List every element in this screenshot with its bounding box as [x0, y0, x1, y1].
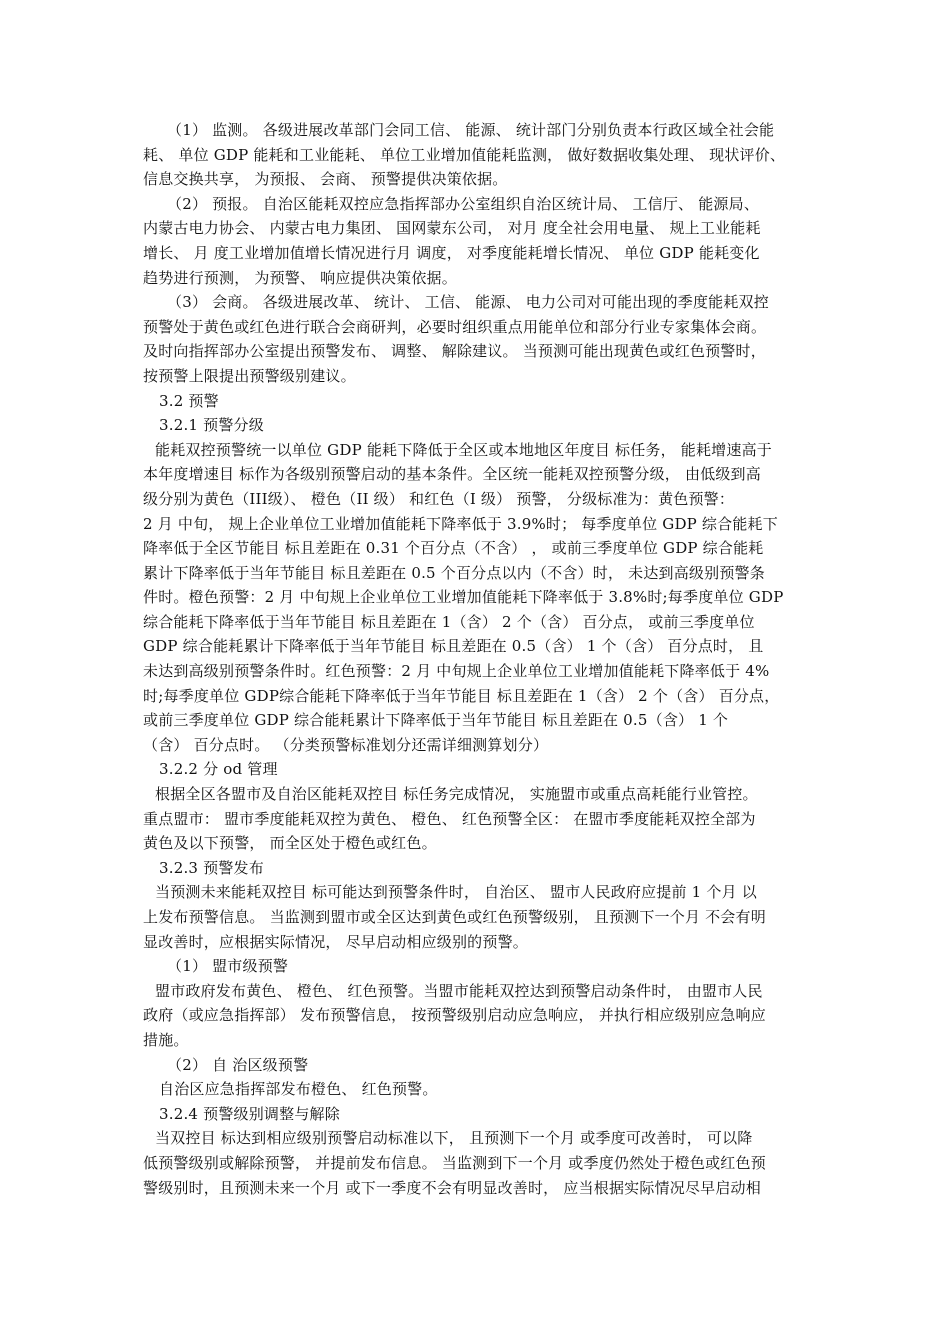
text-line: 累计下降率低于当年节能目 标且差距在 0.5 个百分点以内（不含）时， 未达到高级别预警条: [143, 563, 765, 582]
text-line: 按预警上限提出预警级别建议。: [143, 366, 356, 385]
text-line: 当双控目 标达到相应级别预警启动标准以下， 且预测下一个月 或季度可改善时， 可以降: [155, 1129, 753, 1148]
text-line: （1） 监测。 各级进展改革部门会同工信、 能源、 统计部门分别负责本行政区域全社会能: [167, 121, 775, 139]
text-line: 综合能耗下降率低于当年节能目 标且差距在 1（含） 2 个（含） 百分点， 或前三季度单位: [143, 612, 755, 631]
text-line: 当预测未来能耗双控目 标可能达到预警条件时， 自治区、 盟市人民政府应提前 1 个月 以: [155, 883, 757, 902]
document-page: [143, 118, 813, 1200]
text-line: （3） 会商。 各级进展改革、 统计、 工信、 能源、 电力公司对可能出现的季度能耗双控: [167, 293, 769, 312]
text-line: 增长、 月 度工业增加值增长情况进行月 调度， 对季度能耗增长情况、 单位 GDP 能耗变化: [143, 243, 760, 262]
text-line: （1） 盟市级预警: [167, 957, 289, 976]
text-line: 盟市政府发布黄色、 橙色、 红色预警。当盟市能耗双控达到预警启动条件时， 由盟市人民: [155, 981, 763, 1000]
text-line: 或前三季度单位 GDP 综合能耗累计下降率低于当年节能目 标且差距在 0.5（含） 1 个: [143, 711, 729, 730]
text-line: 本年度增速目 标作为各级别预警启动的基本条件。全区统一能耗双控预警分级， 由低级到高: [143, 465, 761, 484]
text-line: 预警处于黄色或红色进行联合会商研判，必要时组织重点用能单位和部分行业专家集体会商。: [143, 317, 767, 336]
text-line: 3.2.1 预警分级: [159, 416, 264, 435]
text-line: 3.2.2 分 od 管理: [159, 760, 278, 779]
text-line: 上发布预警信息。 当监测到盟市或全区达到黄色或红色预警级别， 且预测下一个月 不会有明: [143, 908, 766, 926]
text-line: 黄色及以下预警， 而全区处于橙色或红色。: [143, 834, 437, 853]
text-line: 信息交换共享， 为预报、 会商、 预警提供决策依据。: [143, 170, 508, 189]
text-line: 根据全区各盟市及自治区能耗双控目 标任务完成情况， 实施盟市或重点高耗能行业管控。: [155, 785, 758, 804]
text-line: 3.2.3 预警发布: [159, 858, 264, 877]
text-line: 件时。橙色预警：2 月 中旬规上企业单位工业增加值能耗下降率低于 3.8%时;每季度单位 GDP: [143, 588, 784, 607]
text-line: 自治区应急指挥部发布橙色、 红色预警。: [159, 1080, 438, 1099]
text-line: 政府（或应急指挥部） 发布预警信息， 按预警级别启动应急响应， 并执行相应级别应急响应: [143, 1006, 766, 1025]
text-line: 2 月 中旬， 规上企业单位工业增加值能耗下降率低于 3.9%时； 每季度单位 GDP 综合能耗下: [143, 514, 778, 533]
text-line: 重点盟市： 盟市季度能耗双控为黄色、 橙色、 红色预警全区： 在盟市季度能耗双控全部为: [143, 809, 756, 828]
text-line: （2） 自 治区级预警: [167, 1055, 309, 1074]
text-line: GDP 综合能耗累计下降率低于当年节能目 标且差距在 0.5（含） 1 个（含） 百分点时， 且: [143, 637, 764, 656]
text-line: 趋势进行预测， 为预警、 响应提供决策依据。: [143, 268, 457, 287]
text-line: 时;每季度单位 GDP综合能耗下降率低于当年节能目 标且差距在 1（含） 2 个（含） 百分点，: [143, 686, 780, 705]
text-line: （2） 预报。 自治区能耗双控应急指挥部办公室组织自治区统计局、 工信厅、 能源局、: [167, 194, 760, 213]
text-line: 及时向指挥部办公室提出预警发布、 调整、 解除建议。 当预测可能出现黄色或红色预警时，: [143, 342, 766, 361]
text-line: 显改善时，应根据实际情况， 尽早启动相应级别的预警。: [143, 932, 528, 951]
text-line: 内蒙古电力协会、 内蒙古电力集团、 国网蒙东公司， 对月 度全社会用电量、 规上工业能耗: [143, 219, 761, 238]
text-line: 3.2.4 预警级别调整与解除: [159, 1104, 340, 1123]
text-line: 低预警级别或解除预警， 并提前发布信息。 当监测到下一个月 或季度仍然处于橙色或红色预: [143, 1153, 766, 1172]
text-line: 降率低于全区节能目 标且差距在 0.31 个百分点（不含） ， 或前三季度单位 GDP 综合能耗: [143, 539, 764, 558]
text-line: 警级别时，且预测未来一个月 或下一季度不会有明显改善时， 应当根据实际情况尽早启动相: [143, 1178, 761, 1197]
text-line: 耗、 单位 GDP 能耗和工业能耗、 单位工业增加值能耗监测， 做好数据收集处理、 现状评价、: [143, 145, 786, 164]
text-line: 未达到高级别预警条件时。红色预警：2 月 中旬规上企业单位工业增加值能耗下降率低于 4%: [143, 662, 770, 681]
text-line: 3.2 预警: [159, 391, 219, 410]
text-line: （含） 百分点时。 （分类预警标准划分还需详细测算划分）: [143, 735, 549, 754]
text-line: 级分别为黄色（III级）、 橙色（II 级） 和红色（I 级） 预警， 分级标准为：黄色预警：: [143, 489, 735, 508]
text-line: 能耗双控预警统一以单位 GDP 能耗下降低于全区或本地地区年度目 标任务， 能耗增速高于: [155, 440, 772, 459]
text-line: 措施。: [143, 1030, 189, 1049]
